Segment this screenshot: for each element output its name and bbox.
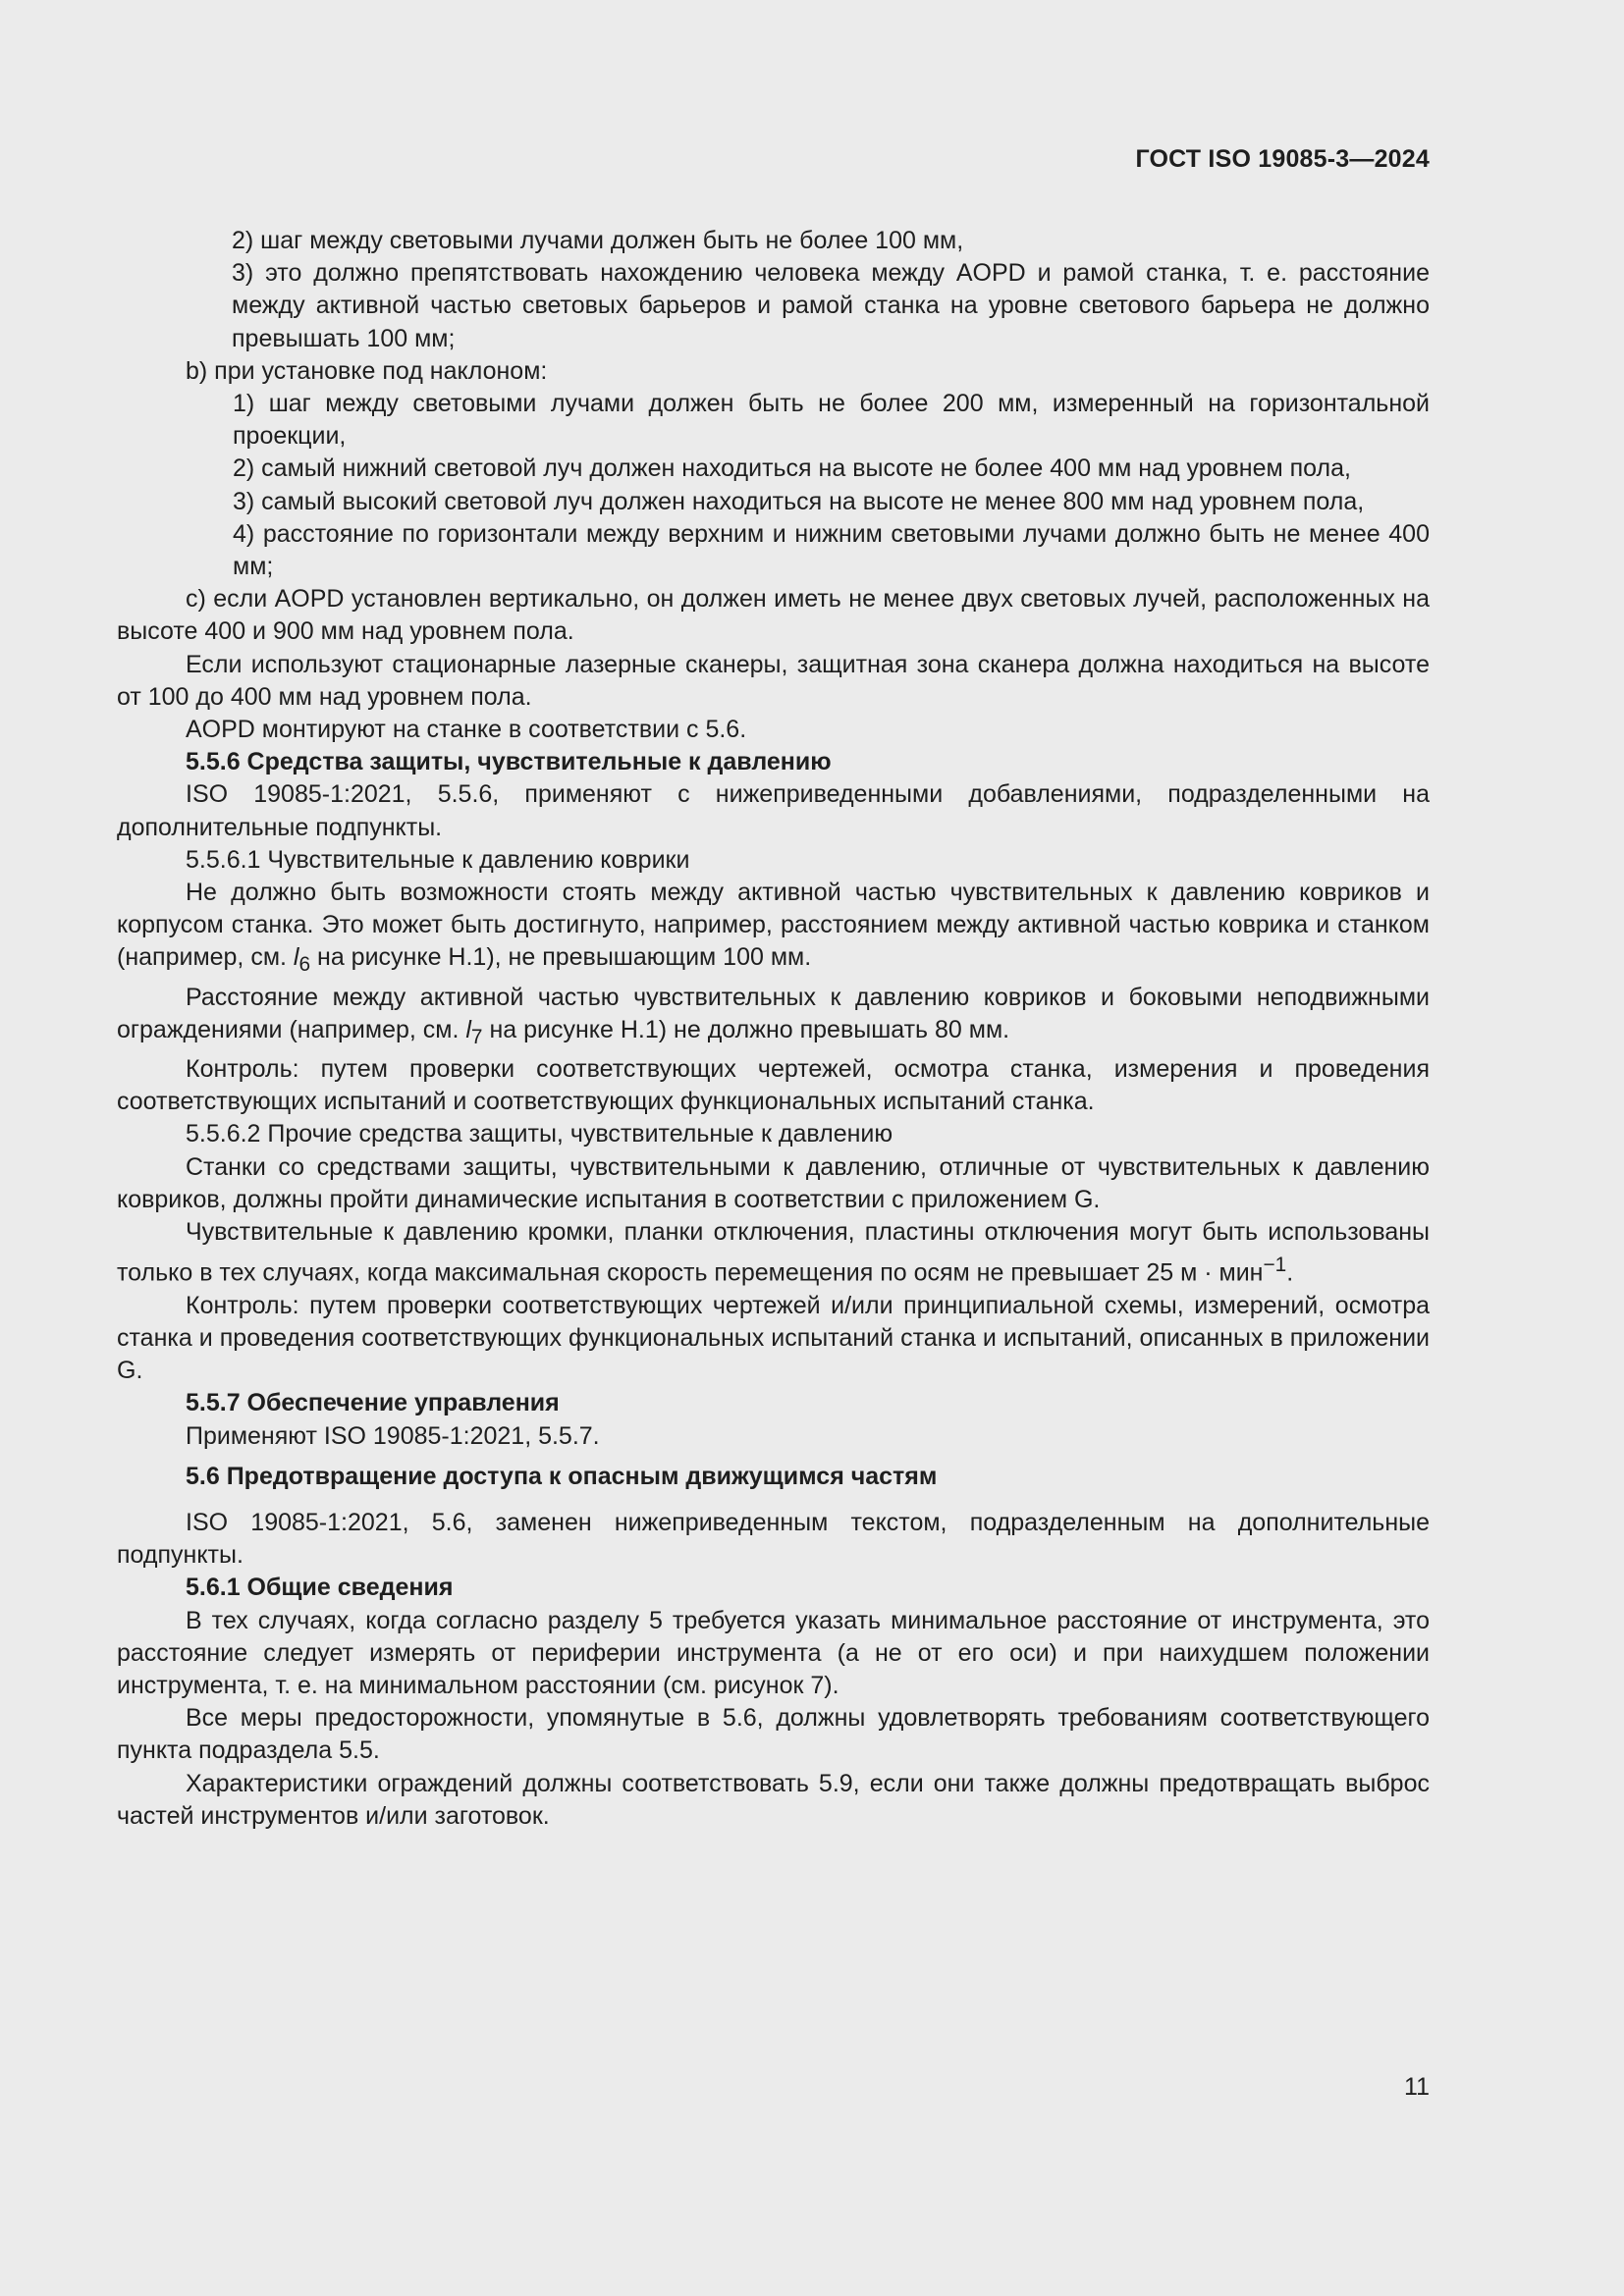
list-item: 3) это должно препятствовать нахождению человека между AOPD и рамой станка, т. е. расстояние между активной частью световых барьеров и рамой станка на уровне светового барьера не должно превышать 100 мм; — [232, 259, 1430, 352]
paragraph: Контроль: путем проверки соответствующих чертежей, осмотра станка, измерения и проведения соответствующих испытаний и соответствующих функциональных испытаний станка. — [117, 1055, 1430, 1116]
page-number: 11 — [1404, 2073, 1430, 2101]
paragraph: В тех случаях, когда согласно разделу 5 требуется указать минимальное расстояние от инструмента, это расстояние следует измерять от периферии инструмента (а не от его оси) и при наихудшем положении инструмента, т. е. на минимальном расстоянии (см. рисунок 7). — [117, 1606, 1430, 1700]
subsection-heading: 5.5.6.2 Прочие средства защиты, чувствительные к давлению — [186, 1120, 893, 1148]
paragraph-text: на рисунке H.1) не должно превышать 80 мм. — [482, 1015, 1010, 1043]
paragraph-text: Не должно быть возможности стоять между активной частью чувствительных к давлению ковриков и корпусом станка. Это может быть достигнуто, например, расстоянием между активной частью коврика и станком (например, см. — [117, 879, 1430, 972]
paragraph-end: . — [1286, 1258, 1294, 1287]
paragraph: Все меры предосторожности, упомянутые в 5.6, должны удовлетворять требованиям соответствующего пункта подраздела 5.5. — [117, 1704, 1430, 1765]
document-code-header: ГОСТ ISO 19085-3—2024 — [1135, 145, 1430, 173]
subsection-heading: 5.5.6.1 Чувствительные к давлению коврики — [186, 845, 690, 874]
section-heading: 5.6.1 Общие сведения — [186, 1574, 454, 1602]
paragraph: Станки со средствами защиты, чувствительными к давлению, отличные от чувствительных к давлению ковриков, должны пройти динамические испытания в соответствии с приложением G. — [117, 1152, 1430, 1213]
section-heading: 5.5.7 Обеспечение управления — [186, 1389, 560, 1417]
paragraph — [117, 982, 1430, 1053]
paragraph-text: на рисунке H.1), не превышающим 100 мм. — [310, 943, 812, 972]
paragraph: Если используют стационарные лазерные сканеры, защитная зона сканера должна находиться на высоте от 100 до 400 мм над уровнем пола. — [117, 650, 1430, 711]
paragraph: ISO 19085-1:2021, 5.5.6, применяют с нижеприведенными добавлениями, подразделенными на дополнительные подпункты. — [117, 780, 1430, 841]
paragraph — [117, 877, 1430, 982]
paragraph — [117, 1216, 1430, 1290]
document-body — [117, 225, 1430, 1833]
symbol-subscript: 6 — [298, 953, 311, 977]
symbol-subscript: 7 — [470, 1025, 483, 1048]
paragraph: Применяют ISO 19085-1:2021, 5.5.7. — [186, 1421, 600, 1450]
section-heading: 5.6 Предотвращение доступа к опасным движущимся частям — [186, 1462, 938, 1490]
list-item: 4) расстояние по горизонтали между верхним и нижним световыми лучами должно быть не менее 400 мм; — [233, 519, 1430, 581]
list-item: c) если AOPD установлен вертикально, он должен иметь не менее двух световых лучей, расположенных на высоте 400 и 900 мм над уровнем пола. — [117, 585, 1430, 646]
paragraph-text: Расстояние между активной частью чувствительных к давлению ковриков и боковыми неподвижными ограждениями (например, см. — [117, 983, 1430, 1043]
symbol-l6: l — [293, 943, 299, 972]
list-item: b) при установке под наклоном: — [186, 356, 548, 385]
paragraph-text: Чувствительные к давлению кромки, планки отключения, пластины отключения могут быть использованы только в тех случаях, когда максимальная скорость перемещения по осям не превышает 25 м · мин — [117, 1218, 1430, 1287]
paragraph: Контроль: путем проверки соответствующих чертежей и/или принципиальной схемы, измерений, осмотра станка и проведения соответствующих функциональных испытаний станка и испытаний, описанных в приложении G. — [117, 1291, 1430, 1385]
section-heading: 5.5.6 Средства защиты, чувствительные к давлению — [186, 748, 832, 776]
paragraph: ISO 19085-1:2021, 5.6, заменен нижеприведенным текстом, подразделенным на дополнительные подпункты. — [117, 1509, 1430, 1570]
exponent: −1 — [1263, 1254, 1287, 1277]
list-item: 2) шаг между световыми лучами должен быть не более 100 мм, — [232, 227, 964, 254]
paragraph: Характеристики ограждений должны соответствовать 5.9, если они также должны предотвращать выброс частей инструментов и/или заготовок. — [117, 1769, 1430, 1830]
list-item: 3) самый высокий световой луч должен находиться на высоте не менее 800 мм над уровнем пола, — [233, 487, 1365, 515]
list-item: 2) самый нижний световой луч должен находиться на высоте не более 400 мм над уровнем пола, — [233, 454, 1351, 483]
symbol-l7: l — [465, 1015, 471, 1043]
list-item: 1) шаг между световыми лучами должен быть не более 200 мм, измеренный на горизонтальной проекции, — [233, 390, 1430, 451]
paragraph: AOPD монтируют на станке в соответствии с 5.6. — [186, 716, 747, 744]
